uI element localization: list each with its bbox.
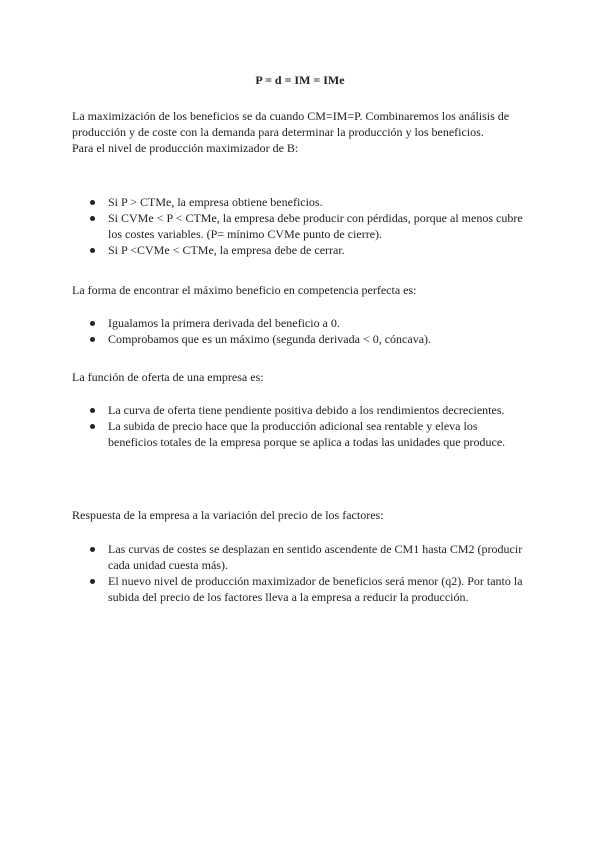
list-item-text: La subida de precio hace que la producción adicional sea rentable y eleva los beneficios totales de la empresa porque se aplica a todas las unidades que produce. [108,419,506,449]
bullet-icon [90,321,95,326]
list-item [72,402,528,418]
supply-function-list [72,402,528,450]
intro-paragraph: La maximización de los beneficios se da cuando CM=IM=P. Combinaremos los análisis de producción y de coste con la demanda para determinar la producción y los beneficios. [72,109,510,139]
bullet-icon [90,579,95,584]
list-item-text: Si CVMe < P < CTMe, la empresa debe producir con pérdidas, porque al menos cubre los costes variables. (P= mínimo CVMe punto de cierre). [108,211,523,241]
list-item-text: Si P <CVMe < CTMe, la empresa debe de cerrar. [108,243,345,257]
list-item [72,242,528,258]
list-item-text: Comprobamos que es un máximo (segunda derivada < 0, cóncava). [108,332,432,346]
list-item [72,331,528,347]
list-item [72,315,528,331]
bullet-icon [90,216,95,221]
list-item-text: Si P > CTMe, la empresa obtiene beneficios. [108,195,323,209]
section3-heading: La función de oferta de una empresa es: [72,370,264,384]
factor-price-list [72,541,528,605]
profit-conditions-list [72,194,528,258]
list-item [72,573,528,605]
list-item-text: La curva de oferta tiene pendiente positiva debido a los rendimientos decrecientes. [108,403,505,417]
intro-block [72,108,528,156]
list-item [72,541,528,573]
section2-heading: La forma de encontrar el máximo beneficio en competencia perfecta es: [72,283,417,297]
bullet-icon [90,200,95,205]
list-item-text: El nuevo nivel de producción maximizador de beneficios será menor (q2). Por tanto la subida del precio de los factores lleva a la empresa a reducir la producción. [108,574,523,604]
list-item [72,418,528,450]
bullet-icon [90,547,95,552]
maximum-profit-list [72,315,528,347]
bullet-icon [90,408,95,413]
list-item-text: Las curvas de costes se desplazan en sentido ascendente de CM1 hasta CM2 (producir cada unidad cuesta más). [108,542,523,572]
section4-heading: Respuesta de la empresa a la variación del precio de los factores: [72,508,384,522]
list-item-text: Igualamos la primera derivada del beneficio a 0. [108,316,340,330]
intro-lead: Para el nivel de producción maximizador de B: [72,141,299,155]
page-title: P = d = IM = IMe [255,73,345,87]
bullet-icon [90,248,95,253]
list-item [72,210,528,242]
bullet-icon [90,337,95,342]
list-item [72,194,528,210]
bullet-icon [90,424,95,429]
